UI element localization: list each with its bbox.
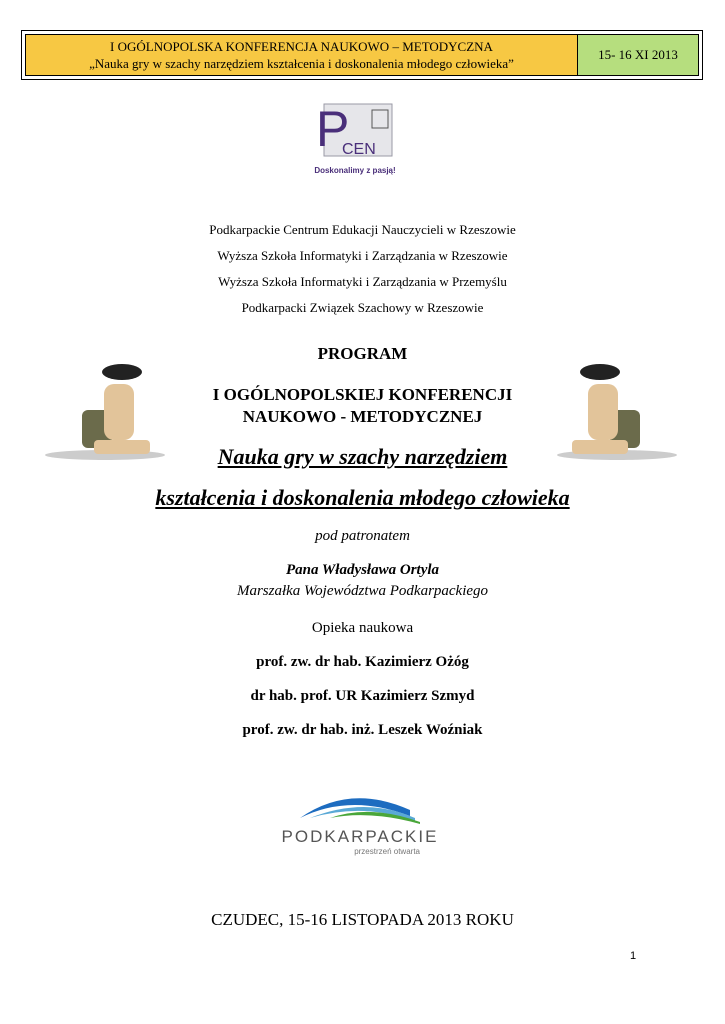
page-number: 1: [630, 950, 637, 962]
scientific-care-label: Opieka naukowa: [311, 620, 414, 636]
conference-title-line-1: Nauka gry w szachy narzędziem: [217, 444, 508, 469]
conference-line-1: I OGÓLNOPOLSKIEJ KONFERENCJI: [212, 385, 513, 404]
conference-line-2: NAUKOWO - METODYCZNEJ: [242, 407, 483, 426]
conference-title-line-2: kształcenia i doskonalenia młodego człowieka: [155, 485, 570, 510]
scientific-person-3: prof. zw. dr hab. inż. Leszek Woźniak: [242, 722, 483, 738]
header-date-cell: [578, 35, 698, 75]
patron-role: Marszałka Województwa Podkarpackiego: [236, 583, 489, 599]
podkarpackie-logo-name: PODKARPACKIE: [281, 827, 439, 846]
pcen-logo-big-letter: P: [316, 101, 350, 157]
pcen-logo-small-letters: CEN: [342, 141, 376, 158]
organizer-3: Wyższa Szkoła Informatyki i Zarządzania w Przemyślu: [218, 274, 507, 289]
organizer-1: Podkarpackie Centrum Edukacji Nauczycieli w Rzeszowie: [209, 222, 516, 237]
podkarpackie-logo: [270, 788, 450, 858]
footer-place-date: CZUDEC, 15-16 LISTOPADA 2013 ROKU: [211, 910, 514, 929]
pcen-logo: [314, 100, 396, 178]
organizer-4: Podkarpacki Związek Szachowy w Rzeszowie: [241, 300, 484, 315]
organizer-2: Wyższa Szkoła Informatyki i Zarządzania w Rzeszowie: [217, 248, 508, 263]
header-line-2: „Nauka gry w szachy narzędziem kształcenia i doskonalenia młodego człowieka”: [89, 56, 514, 71]
scientific-person-1: prof. zw. dr hab. Kazimierz Ożóg: [256, 654, 469, 670]
program-heading: PROGRAM: [317, 344, 408, 363]
pcen-motto: Doskonalimy z pasją!: [314, 166, 396, 175]
header-date: 15- 16 XI 2013: [598, 47, 678, 62]
patron-name: Pana Władysława Ortyla: [285, 562, 440, 578]
header-line-1: I OGÓLNOPOLSKA KONFERENCJA NAUKOWO – METODYCZNA: [110, 39, 493, 54]
patronage-label: pod patronatem: [315, 528, 410, 544]
podkarpackie-logo-tagline: przestrzeń otwarta: [354, 847, 420, 856]
conference-header-box: [21, 30, 703, 80]
header-title-cell: [26, 35, 578, 75]
scientific-person-2: dr hab. prof. UR Kazimierz Szmyd: [250, 688, 475, 704]
